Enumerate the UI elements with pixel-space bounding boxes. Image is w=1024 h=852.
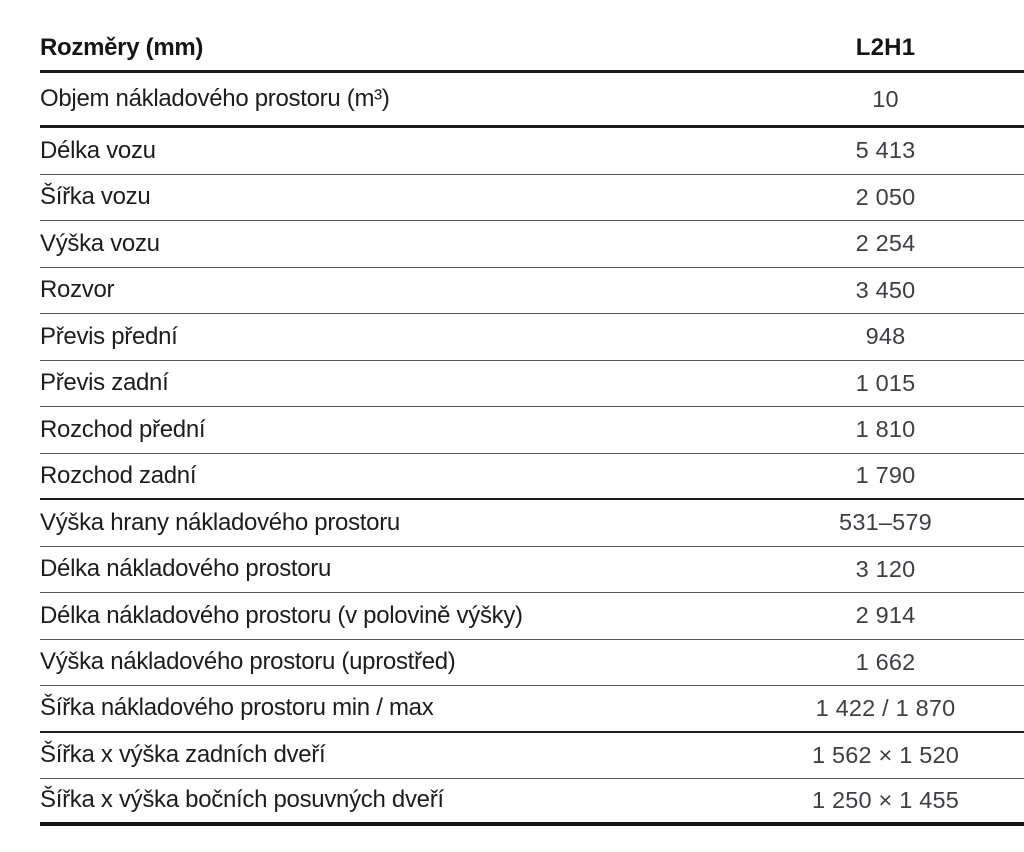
table-row (40, 73, 1024, 128)
row-label: Výška vozu (40, 229, 160, 257)
row-value: 2 914 (855, 602, 916, 629)
table-header-row (40, 25, 1024, 73)
row-label: Výška nákladového prostoru (uprostřed) (40, 648, 456, 676)
table-row (40, 640, 1024, 687)
table-row (40, 733, 1024, 780)
row-value: 531–579 (839, 509, 932, 536)
table-row (40, 779, 1024, 826)
row-label: Šířka vozu (40, 183, 151, 211)
table-row (40, 314, 1024, 361)
table-row (40, 454, 1024, 501)
row-label: Rozchod zadní (40, 461, 197, 489)
row-value: 1 562 × 1 520 (812, 741, 959, 768)
header-variant-label: L2H1 (855, 33, 916, 61)
table-row (40, 268, 1024, 315)
row-label: Délka nákladového prostoru (40, 555, 332, 583)
row-value: 3 120 (855, 555, 916, 582)
dimensions-spec-table (40, 25, 1024, 826)
header-dimensions-label: Rozměry (mm) (40, 33, 204, 61)
row-label: Převis zadní (40, 369, 169, 397)
row-value: 1 790 (855, 462, 916, 489)
row-label: Rozvor (40, 276, 115, 304)
row-label: Objem nákladového prostoru (m³) (40, 85, 390, 112)
row-value: 1 422 / 1 870 (815, 694, 956, 721)
row-label: Převis přední (40, 322, 178, 350)
row-value: 3 450 (855, 276, 916, 303)
row-label: Šířka nákladového prostoru min / max (40, 694, 434, 722)
table-row (40, 593, 1024, 640)
row-value: 1 662 (855, 648, 916, 675)
row-value: 2 050 (855, 183, 916, 210)
table-row (40, 361, 1024, 408)
row-label: Šířka x výška zadních dveří (40, 741, 326, 769)
row-value: 1 015 (855, 369, 916, 396)
row-label: Šířka x výška bočních posuvných dveří (40, 786, 444, 814)
row-value: 1 810 (855, 416, 916, 443)
row-label: Rozchod přední (40, 415, 206, 443)
row-value: 1 250 × 1 455 (812, 786, 959, 813)
table-row (40, 500, 1024, 547)
table-row (40, 686, 1024, 733)
row-label: Délka vozu (40, 136, 156, 164)
table-row (40, 221, 1024, 268)
row-label: Délka nákladového prostoru (v polovině výšky) (40, 601, 523, 629)
table-row (40, 407, 1024, 454)
row-value: 10 (872, 85, 899, 112)
row-value: 5 413 (855, 137, 916, 164)
table-row (40, 547, 1024, 594)
table-row (40, 128, 1024, 175)
row-value: 948 (865, 323, 906, 350)
row-value: 2 254 (855, 230, 916, 257)
row-label: Výška hrany nákladového prostoru (40, 508, 400, 536)
table-row (40, 175, 1024, 222)
